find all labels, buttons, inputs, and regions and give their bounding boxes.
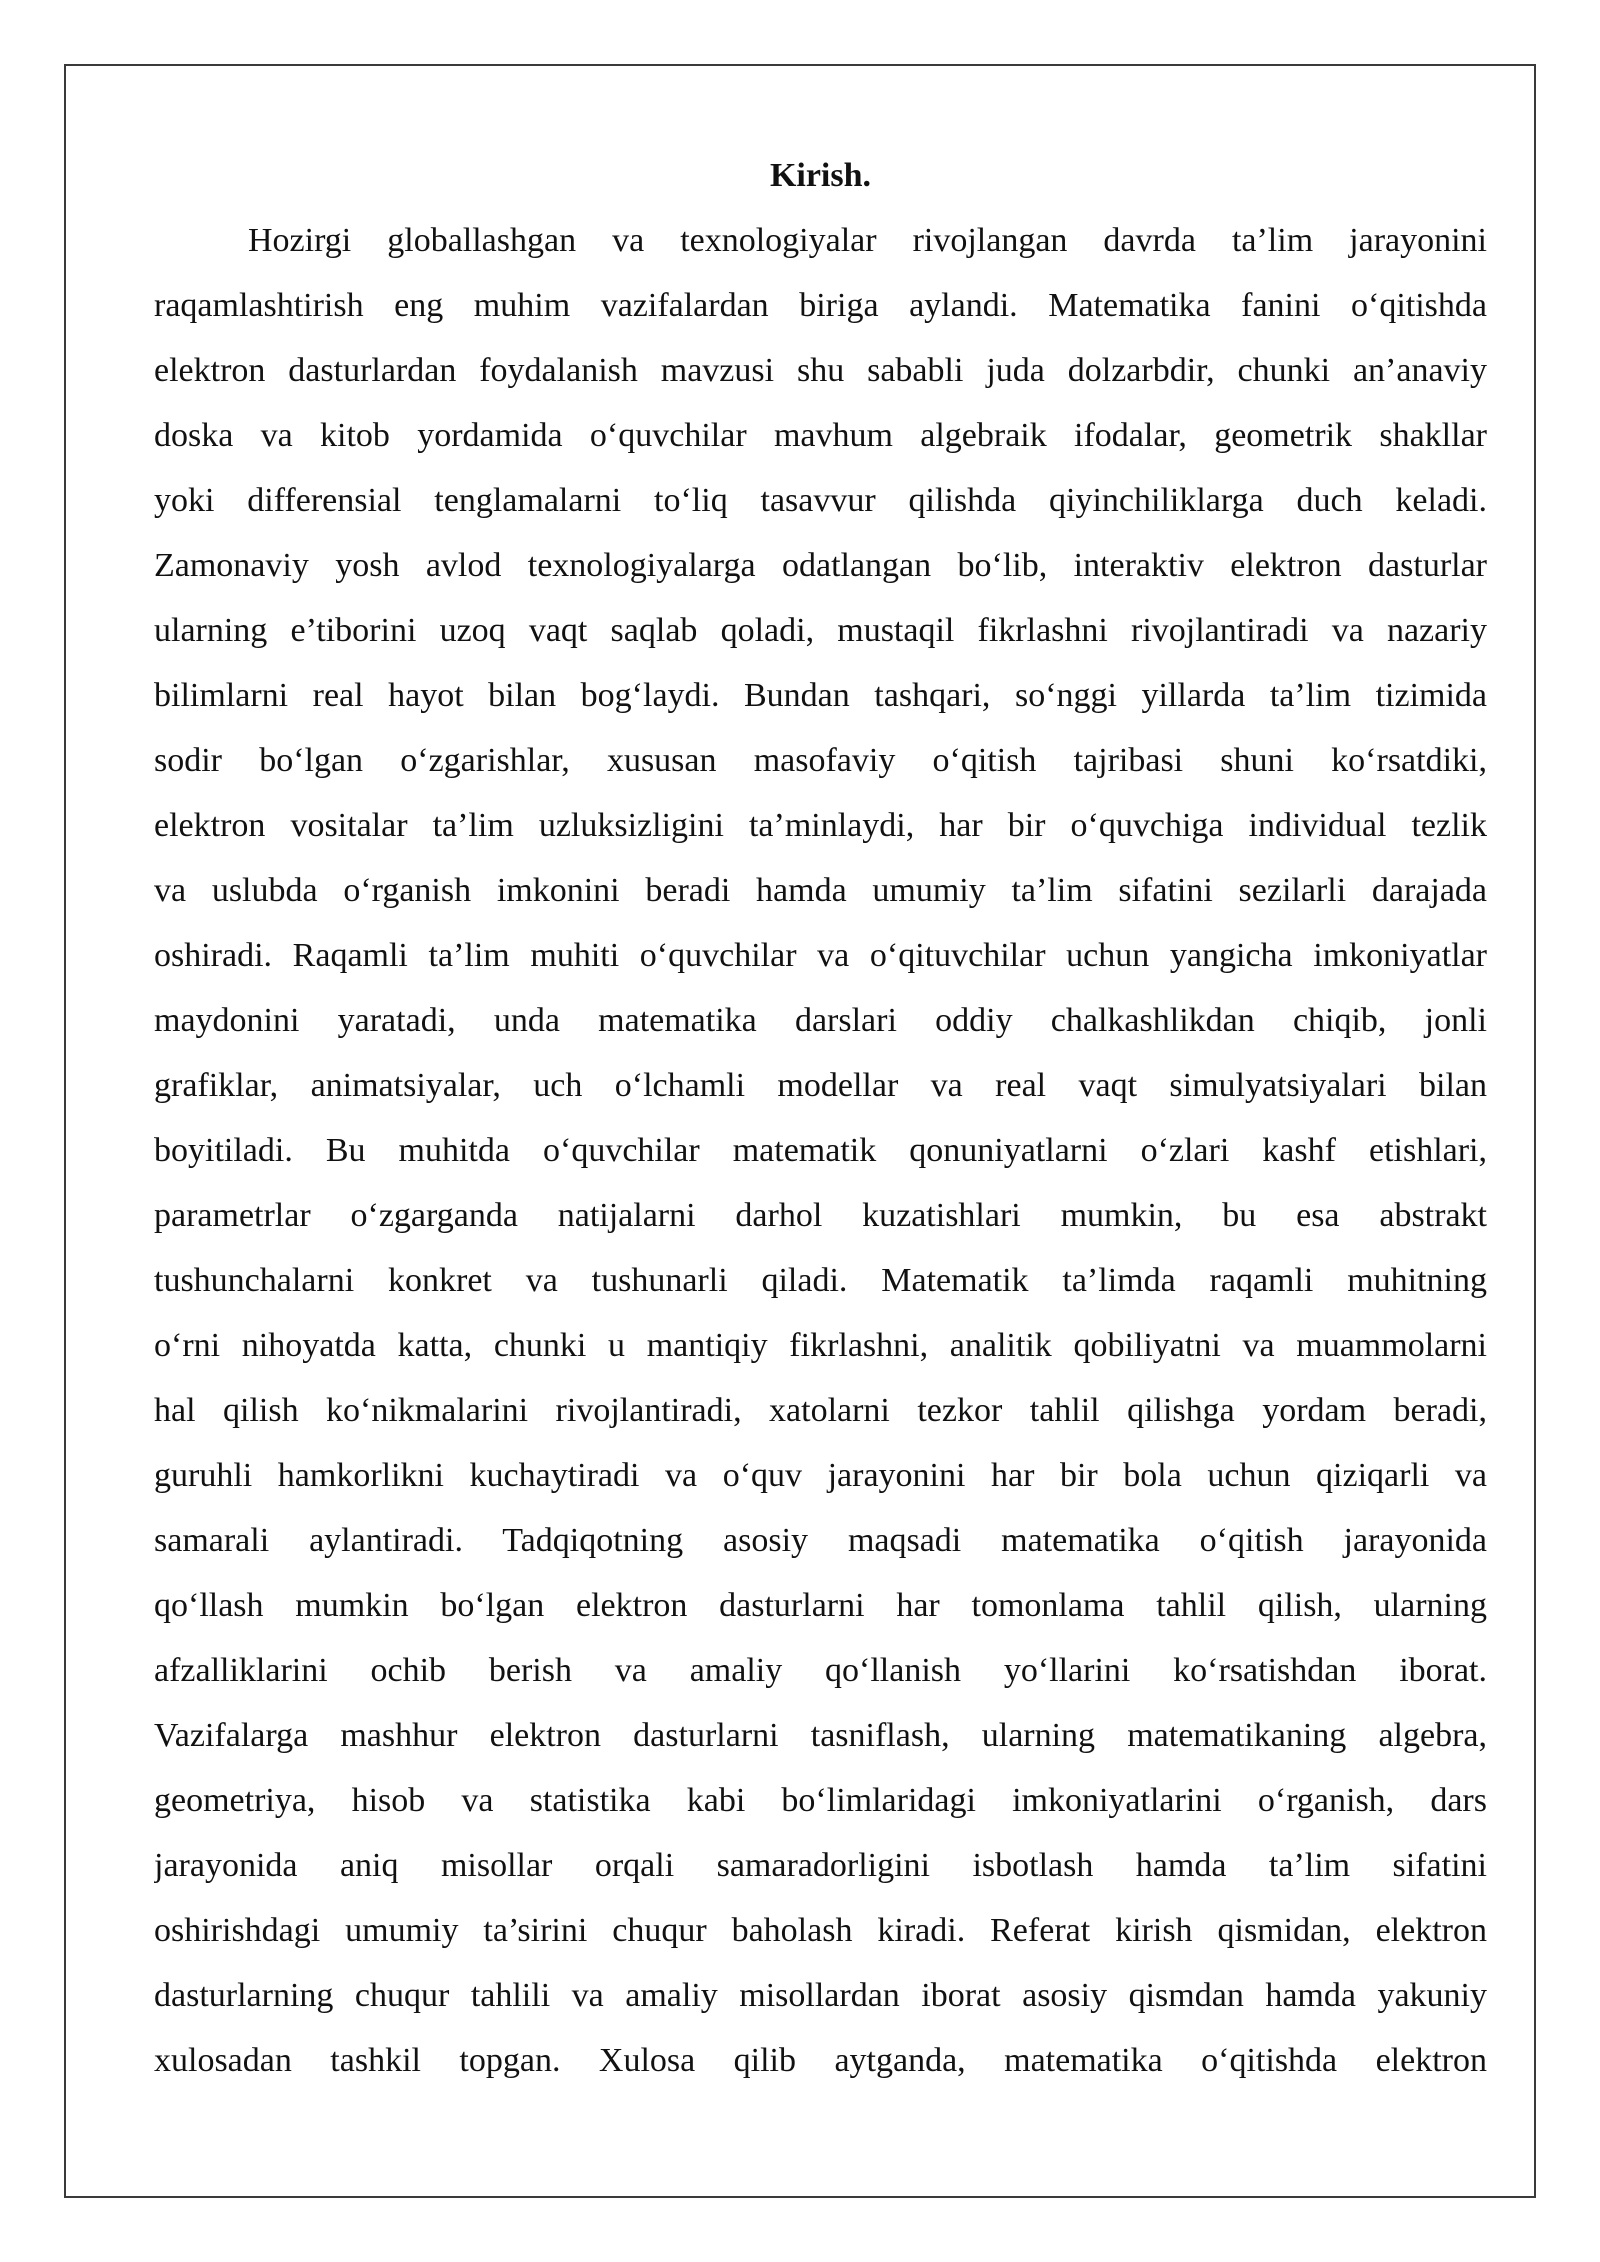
text-line: bilimlarni real hayot bilan bog‘laydi. Bundan tashqari, so‘nggi yillarda ta’lim tizimida (154, 677, 1487, 714)
text-line: yoki differensial tenglamalarni to‘liq tasavvur qilishda qiyinchiliklarga duch keladi. (154, 482, 1487, 519)
text-line: o‘rni nihoyatda katta, chunki u mantiqiy fikrlashni, analitik qobiliyatni va muammolarni (154, 1327, 1487, 1364)
text-line: Zamonaviy yosh avlod texnologiyalarga odatlangan bo‘lib, interaktiv elektron dasturlar (154, 547, 1487, 584)
text-line: guruhli hamkorlikni kuchaytiradi va o‘quv jarayonini har bir bola uchun qiziqarli va (154, 1457, 1487, 1494)
text-line: qo‘llash mumkin bo‘lgan elektron dasturlarni har tomonlama tahlil qilish, ularning (154, 1587, 1487, 1624)
section-title: Kirish. (769, 157, 872, 194)
text-line: afzalliklarini ochib berish va amaliy qo‘llanish yo‘llarini ko‘rsatishdan iborat. (154, 1652, 1487, 1689)
text-line: elektron dasturlardan foydalanish mavzusi shu sababli juda dolzarbdir, chunki an’anaviy (154, 352, 1487, 389)
text-line: Hozirgi globallashgan va texnologiyalar rivojlangan davrda ta’lim jarayonini (248, 222, 1487, 259)
text-line: oshirishdagi umumiy ta’sirini chuqur baholash kiradi. Referat kirish qismidan, elektron (154, 1912, 1487, 1949)
text-line: elektron vositalar ta’lim uzluksizligini ta’minlaydi, har bir o‘quvchiga individual tezlik (154, 807, 1487, 844)
text-line: parametrlar o‘zgarganda natijalarni darhol kuzatishlari mumkin, bu esa abstrakt (154, 1197, 1487, 1234)
text-line: dasturlarning chuqur tahlili va amaliy misollardan iborat asosiy qismdan hamda yakuniy (154, 1977, 1487, 2014)
text-line: grafiklar, animatsiyalar, uch o‘lchamli modellar va real vaqt simulyatsiyalari bilan (154, 1067, 1487, 1104)
text-line: boyitiladi. Bu muhitda o‘quvchilar matematik qonuniyatlarni o‘zlari kashf etishlari, (154, 1132, 1487, 1169)
text-line: sodir bo‘lgan o‘zgarishlar, xususan masofaviy o‘qitish tajribasi shuni ko‘rsatdiki, (154, 742, 1487, 779)
text-line: Vazifalarga mashhur elektron dasturlarni tasniflash, ularning matematikaning algebra, (154, 1717, 1487, 1754)
text-line: samarali aylantiradi. Tadqiqotning asosiy maqsadi matematika o‘qitish jarayonida (154, 1522, 1487, 1559)
text-line: xulosadan tashkil topgan. Xulosa qilib aytganda, matematika o‘qitishda elektron (154, 2042, 1487, 2079)
document-content (154, 150, 1487, 2093)
text-line: ularning e’tiborini uzoq vaqt saqlab qoladi, mustaqil fikrlashni rivojlantiradi va nazariy (154, 612, 1487, 649)
text-line: hal qilish ko‘nikmalarini rivojlantiradi, xatolarni tezkor tahlil qilishga yordam beradi, (154, 1392, 1487, 1429)
text-line: geometriya, hisob va statistika kabi bo‘limlaridagi imkoniyatlarini o‘rganish, dars (154, 1782, 1487, 1819)
text-line: doska va kitob yordamida o‘quvchilar mavhum algebraik ifodalar, geometrik shakllar (154, 417, 1487, 454)
text-line: va uslubda o‘rganish imkonini beradi hamda umumiy ta’lim sifatini sezilarli darajada (154, 872, 1487, 909)
text-line: jarayonida aniq misollar orqali samaradorligini isbotlash hamda ta’lim sifatini (154, 1847, 1487, 1884)
text-line: oshiradi. Raqamli ta’lim muhiti o‘quvchilar va o‘qituvchilar uchun yangicha imkoniyatlar (154, 937, 1487, 974)
text-line: tushunchalarni konkret va tushunarli qiladi. Matematik ta’limda raqamli muhitning (154, 1262, 1487, 1299)
text-line: maydonini yaratadi, unda matematika darslari oddiy chalkashlikdan chiqib, jonli (154, 1002, 1487, 1039)
body-paragraph (154, 208, 1487, 2093)
text-line: raqamlashtirish eng muhim vazifalardan biriga aylandi. Matematika fanini o‘qitishda (154, 287, 1487, 324)
